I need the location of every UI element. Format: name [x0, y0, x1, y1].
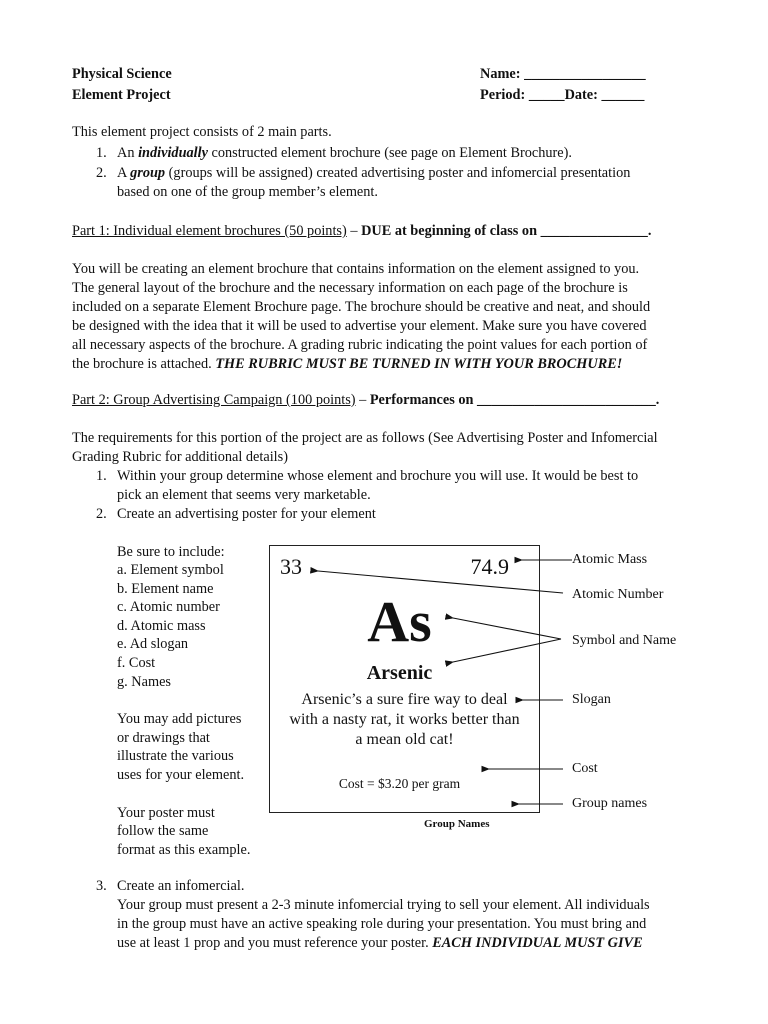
- emphasis: individually: [138, 145, 208, 161]
- paragraph-line: be designed with the idea that it will be used to advertise your element. Make sure you have covered: [72, 318, 647, 334]
- pictures-note: or drawings that: [117, 730, 210, 746]
- arrow-atomic-number: [318, 571, 563, 593]
- dash: –: [355, 392, 370, 408]
- slogan-line: a mean old cat!: [355, 731, 454, 748]
- element-symbol: As: [367, 589, 432, 654]
- include-title: Be sure to include:: [117, 544, 225, 560]
- project-title: Element Project: [72, 87, 171, 103]
- slogan-line: Arsenic’s a sure fire way to deal: [301, 691, 508, 708]
- text: use at least 1 prop and you must reference your poster.: [117, 935, 433, 951]
- annotation-symbol-name: Symbol and Name: [572, 633, 677, 648]
- step-3: [96, 877, 244, 895]
- annotation-cost: Cost: [572, 761, 598, 776]
- name-field: Name: _________________: [480, 66, 646, 82]
- list-number: 2.: [96, 506, 107, 522]
- text: Create an advertising poster for your element: [117, 506, 376, 522]
- paragraph-line: all necessary aspects of the brochure. A grading rubric indicating the point values for each portion of: [72, 337, 648, 353]
- slogan-line: with a nasty rat, it works better than: [289, 711, 520, 728]
- text: constructed element brochure (see page on Element Brochure).: [207, 145, 572, 161]
- include-item: g. Names: [117, 674, 171, 690]
- pictures-note: illustrate the various: [117, 748, 234, 764]
- element-name: Arsenic: [366, 662, 433, 684]
- annotation-atomic-mass: Atomic Mass: [572, 552, 648, 567]
- include-item: f. Cost: [117, 655, 156, 671]
- intro-item-2-cont: based on one of the group member’s element.: [117, 184, 378, 200]
- emphasis: group: [130, 165, 166, 181]
- include-item: d. Atomic mass: [117, 618, 206, 634]
- paragraph-line: You will be creating an element brochure that contains information on the element assigned to you.: [72, 261, 640, 277]
- emphasis: EACH INDIVIDUAL MUST GIVE: [432, 935, 643, 951]
- step-3-line: in the group must have an active speaking role during your presentation. You must bring and: [117, 916, 647, 932]
- annotation-group-names: Group names: [572, 796, 648, 811]
- dash: –: [346, 223, 362, 239]
- part1-heading: Part 1: Individual element brochures (50 points): [72, 223, 347, 239]
- list-number: 1.: [96, 468, 107, 484]
- requirements-line: Grading Rubric for additional details): [72, 449, 288, 465]
- list-number: 3.: [96, 878, 107, 894]
- include-item: c. Atomic number: [117, 599, 220, 615]
- atomic-number: 33: [280, 554, 302, 579]
- part2-heading: Part 2: Group Advertising Campaign (100 points): [72, 392, 356, 408]
- step-3-line: [117, 934, 643, 952]
- paragraph-line: The general layout of the brochure and the necessary information on each page of the brochure is: [72, 280, 628, 296]
- intro-line: This element project consists of 2 main parts.: [72, 124, 332, 140]
- text: Create an infomercial.: [117, 878, 245, 894]
- course-title: Physical Science: [72, 66, 172, 82]
- list-number: 1.: [96, 145, 107, 161]
- include-item: b. Element name: [117, 581, 214, 597]
- date-field: Date: ______: [564, 87, 645, 103]
- format-note: format as this example.: [117, 842, 251, 858]
- text: A: [117, 165, 131, 181]
- arrow-symbol: [453, 618, 561, 639]
- pictures-note: uses for your element.: [117, 767, 245, 783]
- format-note: Your poster must: [117, 805, 215, 821]
- include-item: a. Element symbol: [117, 562, 224, 578]
- list-number: 2.: [96, 165, 107, 181]
- format-note: follow the same: [117, 823, 209, 839]
- period-field: Period: _____: [480, 87, 565, 103]
- pictures-note: You may add pictures: [117, 711, 242, 727]
- rubric-warning: THE RUBRIC MUST BE TURNED IN WITH YOUR BROCHURE!: [215, 356, 623, 372]
- annotation-slogan: Slogan: [572, 692, 611, 707]
- annotation-atomic-number: Atomic Number: [572, 587, 664, 602]
- requirements-line: The requirements for this portion of the project are as follows (See Advertising Poster and Infomercial: [72, 430, 658, 446]
- include-item: e. Ad slogan: [117, 636, 189, 652]
- part2-performances: Performances on _________________________.: [369, 392, 660, 408]
- cost: Cost = $3.20 per gram: [338, 776, 461, 791]
- group-names-label: Group Names: [424, 818, 490, 830]
- part1-due: DUE at beginning of class on _______________.: [361, 223, 652, 239]
- step-1-cont: pick an element that seems very marketable.: [117, 487, 371, 503]
- text: the brochure is attached.: [72, 356, 216, 372]
- arrow-name: [453, 639, 561, 662]
- text: (groups will be assigned) created advertising poster and infomercial presentation: [165, 165, 631, 181]
- step-3-line: Your group must present a 2-3 minute infomercial trying to sell your element. All individuals: [117, 897, 650, 913]
- text: Within your group determine whose element and brochure you will use. It would be best to: [117, 468, 639, 484]
- text: An: [117, 145, 139, 161]
- paragraph-line: included on a separate Element Brochure page. The brochure should be creative and neat, and should: [72, 299, 651, 315]
- atomic-mass: 74.9: [470, 554, 509, 579]
